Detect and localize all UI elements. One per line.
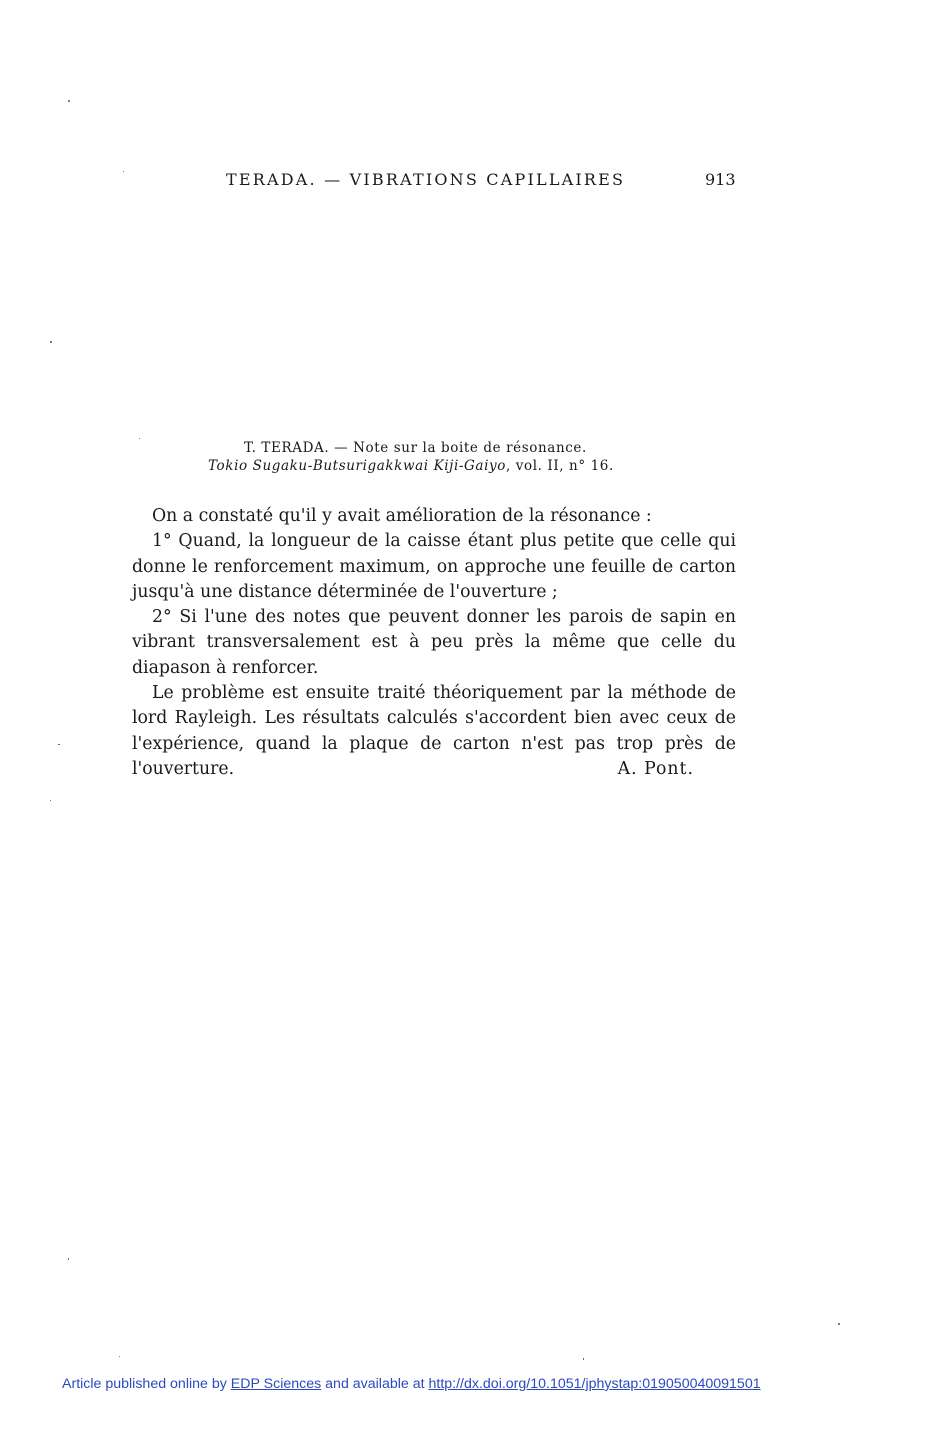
- signature: A. Pont.: [617, 759, 694, 780]
- paragraph-point-1: 1° Quand, la longueur de la caisse étant plus petite que celle qui donne le renforcement maximum, on approche une feuille de carton jusqu'à une distance déterminée de l'ouverture ;: [132, 531, 736, 602]
- scan-speck: [50, 341, 52, 343]
- scan-speck: [68, 100, 70, 102]
- scan-speck: [583, 1358, 584, 1360]
- running-head: [0, 170, 930, 192]
- citation-author-title: T. TERADA. — Note sur la boite de résonance.: [244, 440, 587, 456]
- scan-speck: [139, 438, 140, 439]
- publisher-link[interactable]: EDP Sciences: [230, 1376, 322, 1392]
- footer-prefix: Article published online by: [62, 1376, 231, 1392]
- citation-journal: Tokio Sugaku-Butsurigakkwai Kiji-Gaiyo: [208, 458, 506, 474]
- publication-footer: [62, 1376, 761, 1392]
- paragraph-conclusion-text: Le problème est ensuite traité théoriquement par la méthode de lord Rayleigh. Les résultats calculés s'accordent bien avec ceux de l'expérience, quand la plaque de carton n'est pas trop près de l'ouverture.: [132, 683, 736, 779]
- scan-speck: [58, 744, 60, 745]
- paragraph-intro: On a constaté qu'il y avait amélioration de la résonance :: [152, 506, 652, 526]
- running-head-title: TERADA. — VIBRATIONS CAPILLAIRES: [226, 170, 626, 189]
- citation-source: [208, 457, 614, 475]
- page-number: 913: [705, 170, 736, 189]
- scan-speck: [119, 1356, 120, 1357]
- scan-speck: [838, 1323, 840, 1325]
- footer-middle: and available at: [321, 1376, 429, 1392]
- abstract-body: [132, 504, 736, 782]
- doi-link[interactable]: http://dx.doi.org/10.1051/jphystap:019050040091501: [428, 1376, 761, 1392]
- paragraph-point-2: 2° Si l'une des notes que peuvent donner les parois de sapin en vibrant transversalement est à peu près la même que celle du diapason à renforcer.: [132, 607, 736, 678]
- scan-speck: [50, 800, 51, 801]
- scan-speck: [123, 171, 124, 172]
- scan-speck: [68, 1258, 69, 1260]
- citation-volume: , vol. II, n° 16.: [505, 458, 614, 474]
